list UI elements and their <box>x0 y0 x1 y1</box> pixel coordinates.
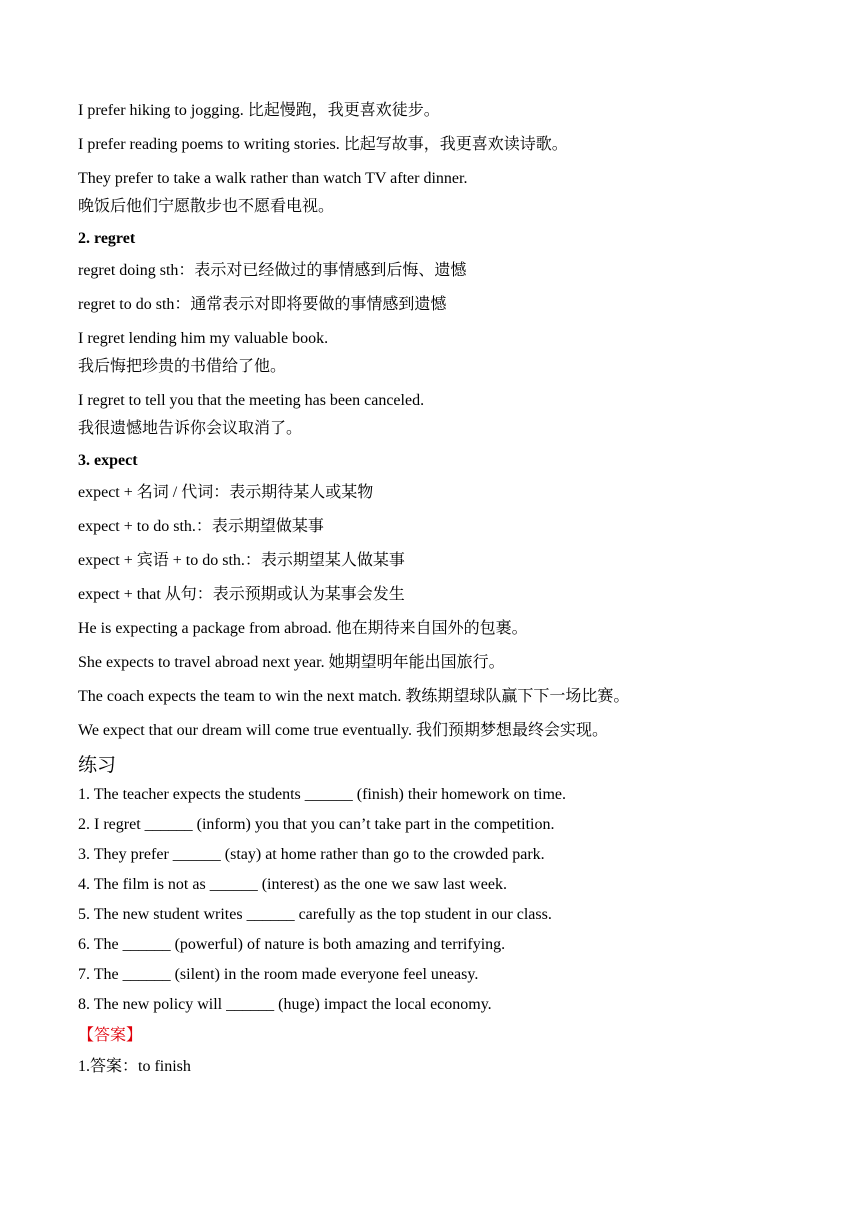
expect-example-1: He is expecting a package from abroad. 他在期待来自国外的包裹。 <box>78 620 528 637</box>
practice-item-3: 3. They prefer ______ (stay) at home rather than go to the crowded park. <box>78 846 545 863</box>
practice-item-4: 4. The film is not as ______ (interest) as the one we saw last week. <box>78 876 507 893</box>
expect-rule-4: expect + that 从句：表示预期或认为某事会发生 <box>78 586 405 603</box>
prefer-example-3-zh: 晚饭后他们宁愿散步也不愿看电视。 <box>78 198 335 215</box>
expect-rule-1: expect + 名词 / 代词：表示期待某人或某物 <box>78 484 374 501</box>
prefer-example-1: I prefer hiking to jogging. 比起慢跑，我更喜欢徒步。 <box>78 102 440 119</box>
practice-item-2: 2. I regret ______ (inform) you that you can’t take part in the competition. <box>78 816 555 833</box>
practice-heading: 练习 <box>78 754 117 776</box>
regret-example-2-zh: 我很遗憾地告诉你会议取消了。 <box>78 420 303 437</box>
regret-example-2-en: I regret to tell you that the meeting has been canceled. <box>78 392 425 409</box>
document-page <box>78 100 798 1078</box>
answer-1: 1.答案：to finish <box>78 1058 191 1075</box>
expect-heading: 3. expect <box>78 452 138 469</box>
practice-item-7: 7. The ______ (silent) in the room made everyone feel uneasy. <box>78 966 479 983</box>
expect-rule-3: expect + 宾语 + to do sth.：表示期望某人做某事 <box>78 552 405 569</box>
prefer-example-3-en: They prefer to take a walk rather than watch TV after dinner. <box>78 170 468 187</box>
expect-example-4: We expect that our dream will come true eventually. 我们预期梦想最终会实现。 <box>78 722 608 739</box>
regret-heading: 2. regret <box>78 230 136 247</box>
regret-rule-2: regret to do sth：通常表示对即将要做的事情感到遗憾 <box>78 296 447 313</box>
regret-example-1-en: I regret lending him my valuable book. <box>78 330 329 347</box>
practice-item-1: 1. The teacher expects the students ______ (finish) their homework on time. <box>78 786 567 803</box>
practice-item-6: 6. The ______ (powerful) of nature is both amazing and terrifying. <box>78 936 506 953</box>
prefer-example-2: I prefer reading poems to writing stories. 比起写故事，我更喜欢读诗歌。 <box>78 136 568 153</box>
regret-example-1-zh: 我后悔把珍贵的书借给了他。 <box>78 358 287 375</box>
expect-rule-2: expect + to do sth.：表示期望做某事 <box>78 518 324 535</box>
answers-heading: 【答案】 <box>78 1025 143 1044</box>
practice-item-8: 8. The new policy will ______ (huge) impact the local economy. <box>78 996 492 1013</box>
expect-example-3: The coach expects the team to win the next match. 教练期望球队赢下下一场比赛。 <box>78 688 630 705</box>
expect-example-2: She expects to travel abroad next year. 她期望明年能出国旅行。 <box>78 654 505 671</box>
regret-rule-1: regret doing sth：表示对已经做过的事情感到后悔、遗憾 <box>78 262 467 279</box>
practice-item-5: 5. The new student writes ______ carefully as the top student in our class. <box>78 906 552 923</box>
